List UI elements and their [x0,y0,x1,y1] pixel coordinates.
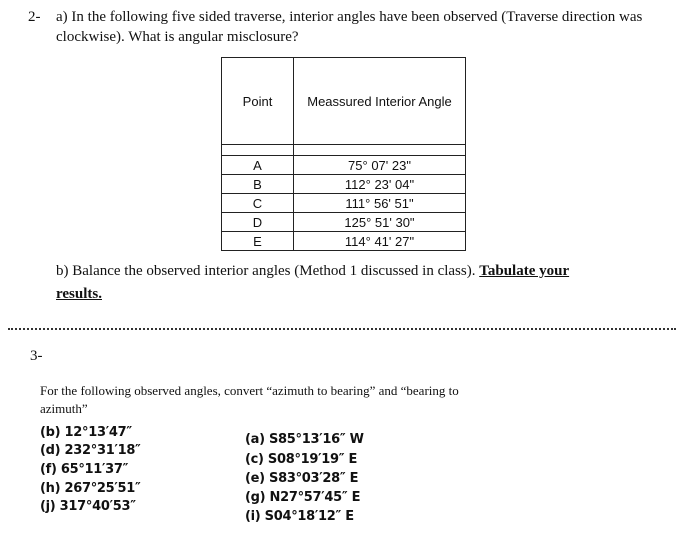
table-row [222,194,466,213]
table-row [222,213,466,232]
angle-cell: 114° 41' 27" [294,232,466,251]
question-2b-text-line1 [56,263,569,280]
point-cell: B [222,175,294,194]
question-3-intro-line1: For the following observed angles, convert “azimuth to bearing” and “bearing to [40,383,459,398]
azimuth-item: (f) 65°11′37″ [40,462,129,477]
azimuth-item: (h) 267°25′51″ [40,481,141,496]
table-row [222,156,466,175]
bearing-item: (e) S83°03′28″ E [245,471,359,486]
azimuth-item: (b) 12°13′47″ [40,425,132,440]
table-row [222,175,466,194]
point-cell: E [222,232,294,251]
bearing-item: (g) N27°57′45″ E [245,490,361,505]
interior-angles-table [221,57,466,251]
header-angle: Meassured Interior Angle [294,58,466,145]
point-cell: C [222,194,294,213]
question-2b-text-line2: results. [56,286,102,302]
angle-cell: 125° 51' 30" [294,213,466,232]
angle-cell: 112° 23' 04" [294,175,466,194]
bearing-item: (c) S08°19′19″ E [245,452,358,467]
azimuth-item: (j) 317°40′53″ [40,499,136,514]
point-cell: A [222,156,294,175]
angle-cell: 111° 56' 51" [294,194,466,213]
question-3-intro-line2: azimuth” [40,401,88,416]
question-3-number: 3- [30,348,43,364]
question-2a-text-line2: clockwise). What is angular misclosure? [56,29,299,45]
question-2b-emphasis: Tabulate your [479,263,570,279]
azimuth-item: (d) 232°31′18″ [40,443,141,458]
point-cell: D [222,213,294,232]
angle-cell: 75° 07' 23" [294,156,466,175]
table-spacer-row [222,145,466,156]
question-2b-text: b) Balance the observed interior angles (Method 1 discussed in class). [56,263,480,279]
header-point: Point [222,58,294,145]
bearing-item: (a) S85°13′16″ W [245,432,364,447]
table-row [222,232,466,251]
table-header-row [222,58,466,145]
bearing-item: (i) S04°18′12″ E [245,509,354,524]
question-2a-text-line1: a) In the following five sided traverse, interior angles have been observed (Traverse direction was [56,9,643,25]
question-2-number: 2- [28,9,41,25]
dotted-divider [8,328,676,330]
